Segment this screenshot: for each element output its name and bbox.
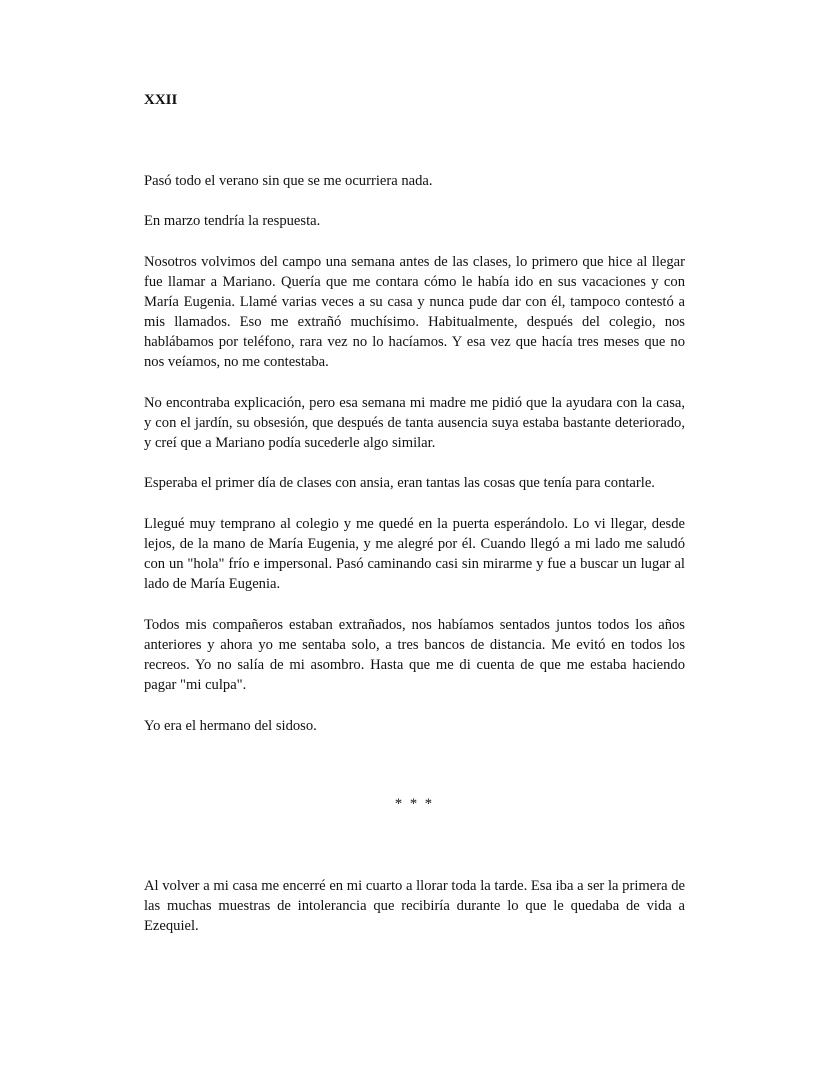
paragraph: Pasó todo el verano sin que se me ocurriera nada. [144, 173, 433, 189]
paragraph: No encontraba explicación, pero esa semana mi madre me pidió que la ayudara con la casa, y con el jardín, su obsesión, que después de tanta ausencia suya estaba bastante deteriorado, y creí que a Mariano podía sucederle algo similar. [144, 395, 685, 451]
paragraph: Llegué muy temprano al colegio y me quedé en la puerta esperándolo. Lo vi llegar, desde lejos, de la mano de María Eugenia, y me alegré por él. Cuando llegó a mi lado me saludó con un "hola" frío e impersonal. Pasó caminando casi sin mirarme y fue a buscar un lugar al lado de María Eugenia. [144, 516, 685, 592]
paragraph: Nosotros volvimos del campo una semana antes de las clases, lo primero que hice al llegar fue llamar a Mariano. Quería que me contara cómo le había ido en sus vacaciones y con María Eugenia. Llamé varias veces a su casa y nunca pude dar con él, tampoco contestó a mis llamados. Eso me extrañó muchísimo. Habitualmente, después del colegio, nos hablábamos por teléfono, rara vez no lo hacíamos. Y esa vez que hacía tres meses que no nos veíamos, no me contestaba. [144, 254, 685, 370]
paragraph: Todos mis compañeros estaban extrañados, nos habíamos sentados juntos todos los años anteriores y ahora yo me sentaba solo, a tres bancos de distancia. Me evitó en todos los recreos. Yo no salía de mi asombro. Hasta que me di cuenta de que me estaba haciendo pagar "mi culpa". [144, 617, 685, 693]
section-separator: * * * [394, 796, 435, 812]
paragraph: Esperaba el primer día de clases con ansia, eran tantas las cosas que tenía para contarle. [144, 475, 655, 491]
chapter-title: XXII [144, 92, 178, 108]
paragraph: Al volver a mi casa me encerré en mi cuarto a llorar toda la tarde. Esa iba a ser la primera de las muchas muestras de intolerancia que recibiría durante lo que le quedaba de vida a Ezequiel. [144, 878, 685, 934]
paragraph: Yo era el hermano del sidoso. [144, 718, 317, 734]
paragraph: En marzo tendría la respuesta. [144, 213, 321, 229]
